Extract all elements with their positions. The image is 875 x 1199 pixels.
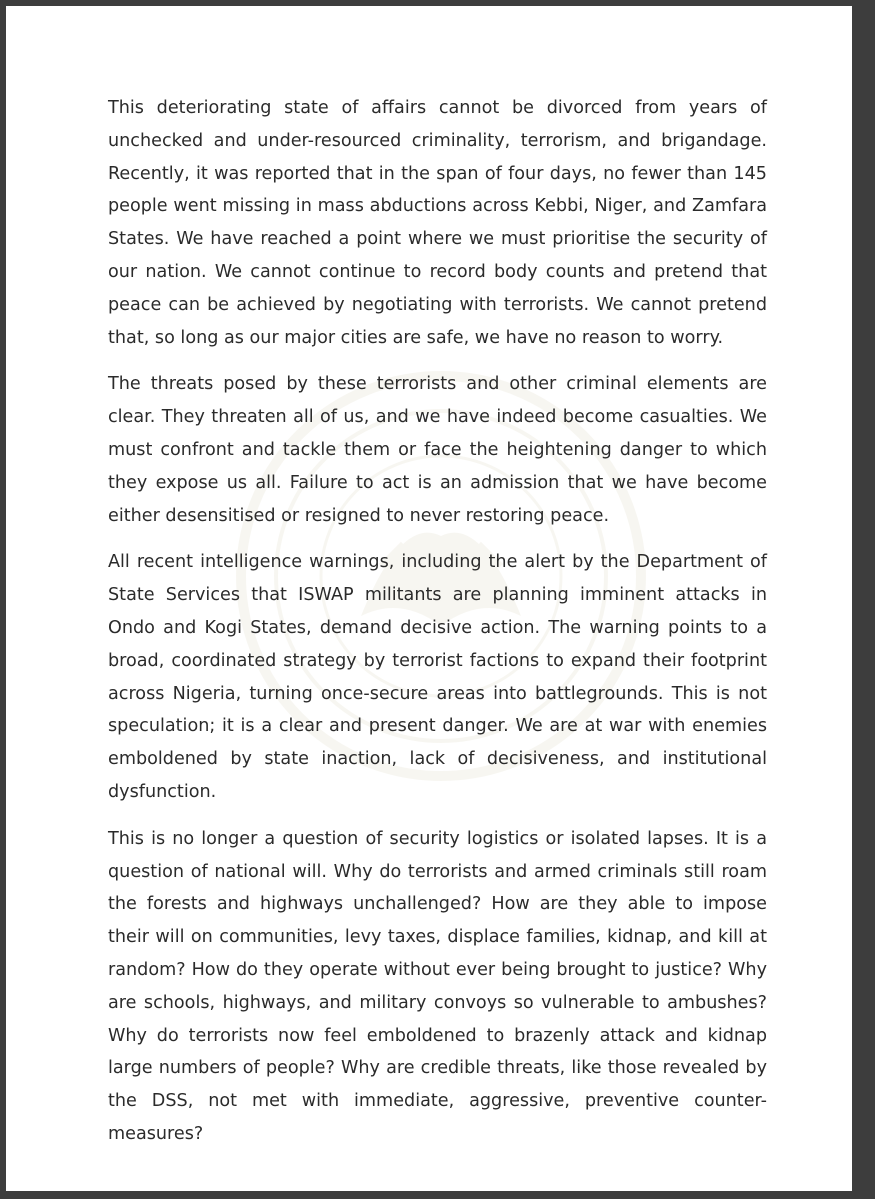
paragraph-2: The threats posed by these terrorists and other criminal elements are clear. They threaten all of us, and we have indeed become casualties. We must confront and tackle them or face the heightening danger to which they expose us all. Failure to act is an admission that we have become either desensitised or resigned to never restoring peace. — [108, 374, 767, 526]
viewer-scrollbar[interactable] — [857, 0, 875, 1199]
document-page — [6, 6, 852, 1191]
paragraph-3: All recent intelligence warnings, including the alert by the Department of State Services that ISWAP militants are planning imminent attacks in Ondo and Kogi States, demand decisive action. The warning points to a broad, coordinated strategy by terrorist factions to expand their footprint across Nigeria, turning once-secure areas into battlegrounds. This is not speculation; it is a clear and present danger. We are at war with enemies emboldened by state inaction, lack of decisiveness, and institutional dysfunction. — [108, 552, 767, 802]
paragraph-1: This deteriorating state of affairs cannot be divorced from years of unchecked and under-resourced criminality, terrorism, and brigandage. Recently, it was reported that in the span of four days, no fewer than 145 people went missing in mass abductions across Kebbi, Niger, and Zamfara States. We have reached a point where we must prioritise the security of our nation. We cannot continue to record body counts and pretend that peace can be achieved by negotiating with terrorists. We cannot pretend that, so long as our major cities are safe, we have no reason to worry. — [108, 98, 767, 348]
document-body — [108, 92, 767, 1165]
paragraph-4: This is no longer a question of security logistics or isolated lapses. It is a question of national will. Why do terrorists and armed criminals still roam the forests and highways unchallenged? How are they able to impose their will on communities, levy taxes, displace families, kidnap, and kill at random? How do they operate without ever being brought to justice? Why are schools, highways, and military convoys so vulnerable to ambushes? Why do terrorists now feel emboldened to brazenly attack and kidnap large numbers of people? Why are credible threats, like those revealed by the DSS, not met with immediate, aggressive, preventive counter-measures? — [108, 828, 767, 1144]
